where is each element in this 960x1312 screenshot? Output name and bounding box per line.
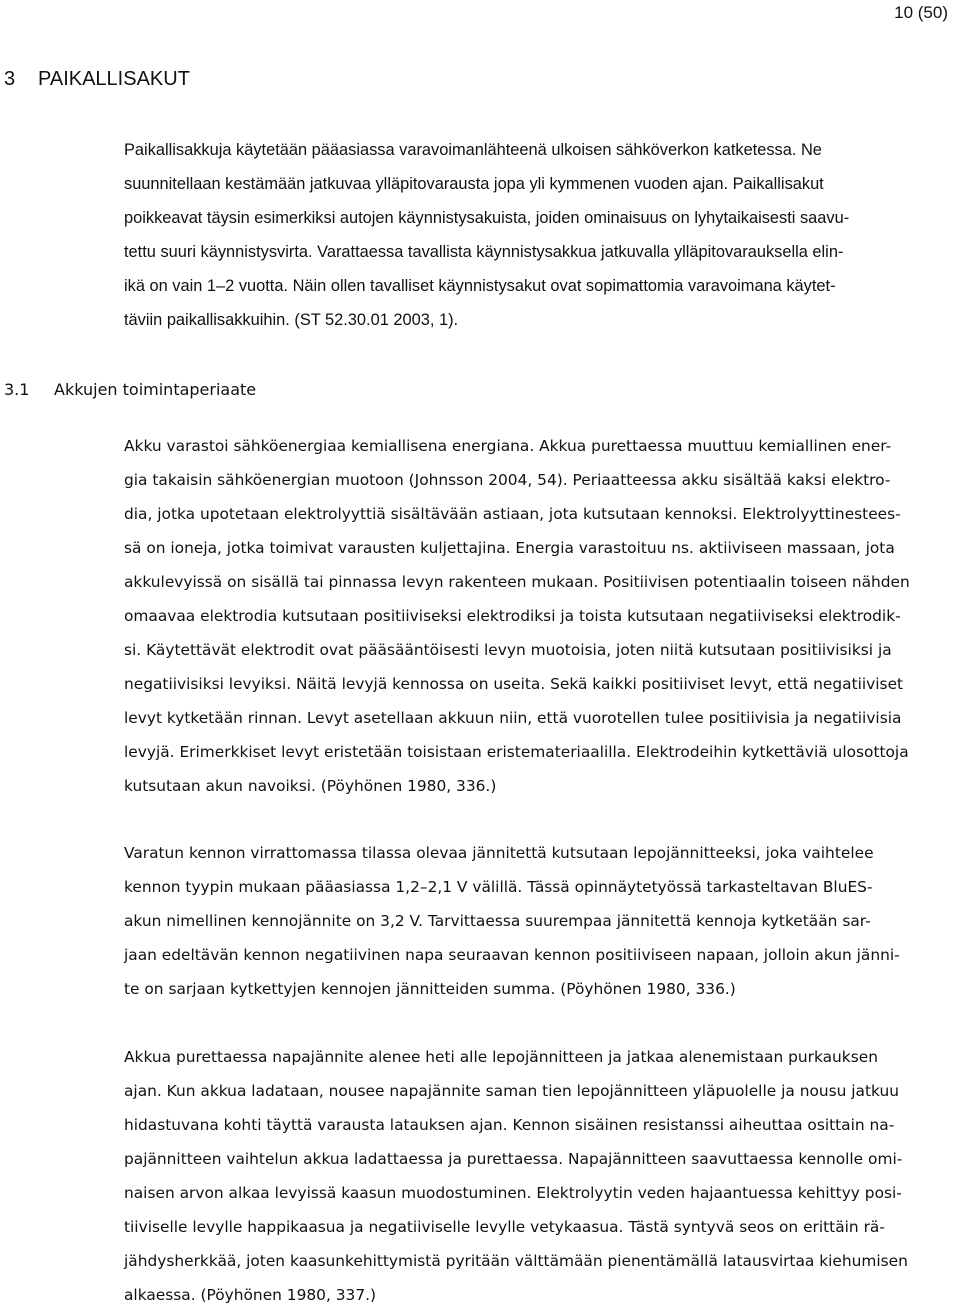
- paragraph-line: ajan. Kun akkua ladataan, nousee napajännite saman tien lepojännitteen yläpuolelle ja nousu jatkuu: [124, 1082, 899, 1100]
- paragraph-line: jaan edeltävän kennon negatiivinen napa seuraavan kennon positiiviseen napaan, jolloin akun jänni-: [124, 946, 900, 964]
- paragraph-line: Paikallisakkuja käytetään pääasiassa varavoimanlähteenä ulkoisen sähköverkon katketessa. Ne: [124, 141, 822, 159]
- paragraph-line: kennon tyypin mukaan pääasiassa 1,2–2,1 V välillä. Tässä opinnäytetyössä tarkasteltavan BluES-: [124, 878, 873, 896]
- paragraph-line: sä on ioneja, jotka toimivat varausten kuljettajina. Energia varastoituu ns. aktiiviseen massaan, jota: [124, 539, 895, 557]
- paragraph-line: tettu suuri käynnistysvirta. Varattaessa tavallista käynnistysakkua jatkuvalla ylläpitovarauksella elin-: [124, 243, 844, 261]
- paragraph-line: jähdysherkkää, joten kaasunkehittymistä pyritään välttämään pienentämällä latausvirtaa kiehumisen: [124, 1252, 908, 1270]
- paragraph-battery-principle: [124, 429, 960, 803]
- paragraph-intro: [124, 133, 960, 337]
- paragraph-line: naisen arvon alkaa levyissä kaasun muodostuminen. Elektrolyytin veden hajaantuessa kehittyy posi-: [124, 1184, 902, 1202]
- paragraph-line: kutsutaan akun navoiksi. (Pöyhönen 1980, 336.): [124, 777, 497, 795]
- paragraph-open-circuit-voltage: [124, 836, 960, 1006]
- paragraph-line: akkulevyissä on sisällä tai pinnassa levyn rakenteen mukaan. Positiivisen potentiaalin toiseen nähden: [124, 573, 910, 591]
- chapter-title: PAIKALLISAKUT: [38, 68, 190, 90]
- paragraph-line: omaavaa elektrodia kutsutaan positiiviseksi elektrodiksi ja toista kutsutaan negatiiviseksi elektrodik-: [124, 607, 901, 625]
- paragraph-line: poikkeavat täysin esimerkiksi autojen käynnistysakuista, joiden ominaisuus on lyhytaikaisesti saavu-: [124, 209, 850, 227]
- paragraph-line: si. Käytettävät elektrodit ovat pääsääntöisesti levyn muotoisia, joten niitä kutsutaan positiivisiksi ja: [124, 641, 892, 659]
- paragraph-line: täviin paikallisakkuihin. (ST 52.30.01 2003, 1).: [124, 311, 459, 329]
- chapter-number: 3: [4, 68, 16, 90]
- section-number: 3.1: [4, 380, 30, 399]
- section-heading: [4, 377, 256, 403]
- paragraph-line: ikä on vain 1–2 vuotta. Näin ollen tavalliset käynnistysakut ovat sopimattomia varavoimana käytet-: [124, 277, 836, 295]
- paragraph-line: levyjä. Erimerkkiset levyt eristetään toisistaan eristemateriaalilla. Elektrodeihin kytkettäviä ulosottoja: [124, 743, 909, 761]
- paragraph-line: hidastuvana kohti täyttä varausta latauksen ajan. Kennon sisäinen resistanssi aiheuttaa osittain na-: [124, 1116, 895, 1134]
- paragraph-line: alkaessa. (Pöyhönen 1980, 337.): [124, 1286, 377, 1304]
- paragraph-line: akun nimellinen kennojännite on 3,2 V. Tarvittaessa suurempaa jännitettä kennoja kytketään sar-: [124, 912, 871, 930]
- paragraph-line: pajännitteen vaihtelun akkua ladattaessa ja purettaessa. Napajännitteen saavuttaessa kennolle omi-: [124, 1150, 903, 1168]
- paragraph-line: levyt kytketään rinnan. Levyt asetellaan akkuun niin, että vuorotellen tulee positiivisia ja negatiivisia: [124, 709, 902, 727]
- paragraph-line: Varatun kennon virrattomassa tilassa olevaa jännitettä kutsutaan lepojännitteeksi, joka vaihtelee: [124, 844, 874, 862]
- page-number: 10 (50): [894, 3, 948, 22]
- paragraph-line: tiiviselle levylle happikaasua ja negatiiviselle levylle vetykaasua. Tästä syntyvä seos on erittäin rä-: [124, 1218, 885, 1236]
- paragraph-line: Akkua purettaessa napajännite alenee heti alle lepojännitteen ja jatkaa alenemistaan purkauksen: [124, 1048, 878, 1066]
- paragraph-line: suunnitellaan kestämään jatkuvaa ylläpitovarausta jopa yli kymmenen vuoden ajan. Paikallisakut: [124, 175, 824, 193]
- paragraph-line: negatiivisiksi levyiksi. Näitä levyjä kennossa on useita. Sekä kaikki positiiviset levyt, että negatiiviset: [124, 675, 904, 693]
- section-title: Akkujen toimintaperiaate: [54, 380, 257, 399]
- paragraph-line: gia takaisin sähköenergian muotoon (Johnsson 2004, 54). Periaatteessa akku sisältää kaksi elektro-: [124, 471, 891, 489]
- paragraph-line: dia, jotka upotetaan elektrolyyttiä sisältävään astiaan, jota kutsutaan kennoksi. Elektrolyyttinestees-: [124, 505, 901, 523]
- chapter-heading: [4, 66, 190, 92]
- paragraph-line: Akku varastoi sähköenergiaa kemiallisena energiana. Akkua purettaessa muuttuu kemiallinen ener-: [124, 437, 892, 455]
- paragraph-line: te on sarjaan kytkettyjen kennojen jännitteiden summa. (Pöyhönen 1980, 336.): [124, 980, 736, 998]
- paragraph-terminal-voltage: [124, 1040, 960, 1312]
